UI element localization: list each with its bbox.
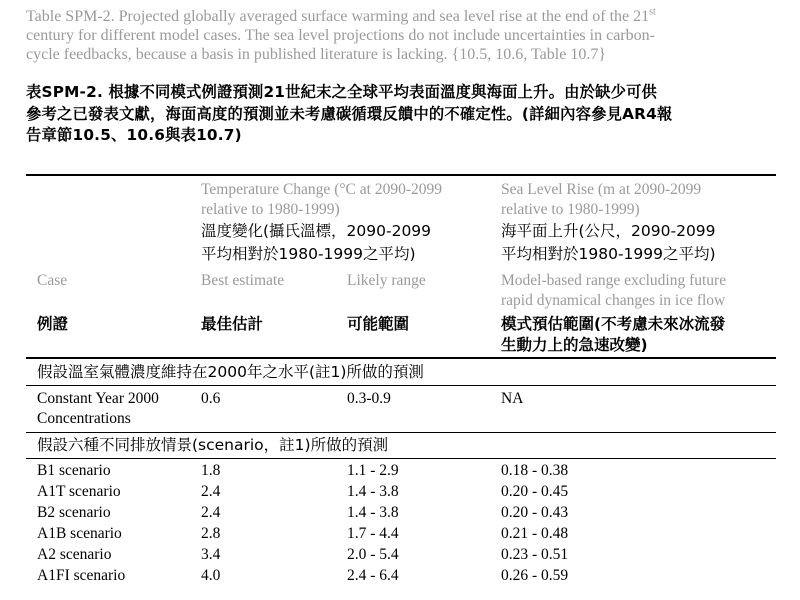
scenario-sea-level: 0.18 - 0.38 bbox=[501, 462, 569, 479]
caption-en-superscript: st bbox=[649, 6, 656, 18]
caption-en-line2: century for different model cases. The sea level projections do not include uncertainties in carbon- bbox=[26, 27, 655, 44]
scenario-sea-level: 0.26 - 0.59 bbox=[501, 567, 569, 584]
header-sealevel-zh-2: 平均相對於1980-1999之平均) bbox=[501, 245, 716, 263]
section1-best-estimate: 0.6 bbox=[201, 390, 221, 407]
header-temperature-en-2: relative to 1980-1999) bbox=[201, 201, 340, 218]
scenario-case: A1B scenario bbox=[37, 525, 122, 542]
caption-chinese bbox=[26, 82, 776, 147]
caption-english bbox=[26, 7, 776, 64]
scenario-likely-range: 1.1 - 2.9 bbox=[347, 462, 399, 479]
caption-en-line3: cycle feedbacks, because a basis in published literature is lacking. {10.5, 10.6, Table 10.7} bbox=[26, 46, 606, 63]
scenario-sea-level: 0.21 - 0.48 bbox=[501, 525, 569, 542]
caption-zh-line2: 參考之已發表文獻，海面高度的預測並未考慮碳循環反饋中的不確定性。(詳細內容參見AR4報 bbox=[26, 104, 673, 123]
scenario-best-estimate: 2.4 bbox=[201, 483, 221, 500]
column-header-model-en-2: rapid dynamical changes in ice flow bbox=[501, 292, 726, 309]
header-temperature-zh-1: 溫度變化(攝氏溫標，2090-2099 bbox=[201, 222, 432, 240]
caption-en-line1: Table SPM-2. Projected globally averaged surface warming and sea level rise at the end of the 21 bbox=[26, 8, 650, 25]
scenario-likely-range: 2.4 - 6.4 bbox=[347, 567, 399, 584]
column-header-likely-en: Likely range bbox=[347, 272, 426, 289]
scenario-likely-range: 1.7 - 4.4 bbox=[347, 525, 399, 542]
section1-case-line1: Constant Year 2000 bbox=[37, 390, 159, 407]
column-header-case-zh: 例證 bbox=[37, 315, 69, 333]
caption-zh-line3: 告章節10.5、10.6與表10.7) bbox=[26, 126, 242, 144]
scenario-best-estimate: 2.4 bbox=[201, 504, 221, 521]
header-temperature-en-1: Temperature Change (°C at 2090-2099 bbox=[201, 181, 442, 198]
scenario-best-estimate: 2.8 bbox=[201, 525, 221, 542]
section2-title-rule bbox=[26, 458, 776, 459]
caption-zh-line1: 表SPM-2. 根據不同模式例證預測21世紀末之全球平均表面溫度與海面上升。由於缺少可供 bbox=[26, 83, 658, 101]
column-header-likely-zh: 可能範圍 bbox=[347, 315, 410, 333]
scenario-likely-range: 1.4 - 3.8 bbox=[347, 483, 399, 500]
section1-title: 假設溫室氣體濃度維持在2000年之水平(註1)所做的預測 bbox=[37, 363, 424, 381]
table-top-rule bbox=[26, 174, 776, 176]
header-sealevel-zh-1: 海平面上升(公尺，2090-2099 bbox=[501, 222, 716, 240]
scenario-sea-level: 0.20 - 0.45 bbox=[501, 483, 569, 500]
column-header-model-en-1: Model-based range excluding future bbox=[501, 272, 727, 289]
scenario-sea-level: 0.23 - 0.51 bbox=[501, 546, 569, 563]
scenario-case: A1T scenario bbox=[37, 483, 121, 500]
section1-case-line2: Concentrations bbox=[37, 410, 131, 427]
scenario-case: B2 scenario bbox=[37, 504, 111, 521]
table-header-rule bbox=[26, 357, 776, 359]
section2-title: 假設六種不同排放情景(scenario，註1)所做的預測 bbox=[37, 436, 389, 454]
header-sealevel-en-2: relative to 1980-1999) bbox=[501, 201, 640, 218]
scenario-case: A1FI scenario bbox=[37, 567, 126, 584]
column-header-model-zh-2: 生動力上的急速改變) bbox=[501, 336, 648, 354]
scenario-likely-range: 1.4 - 3.8 bbox=[347, 504, 399, 521]
column-header-model-zh-1: 模式預估範圍(不考慮未來冰流發 bbox=[501, 315, 726, 333]
header-temperature-zh-2: 平均相對於1980-1999之平均) bbox=[201, 245, 416, 263]
scenario-case: A2 scenario bbox=[37, 546, 112, 563]
column-header-best-zh: 最佳估計 bbox=[201, 315, 264, 333]
section2-top-rule bbox=[26, 432, 776, 433]
scenario-sea-level: 0.20 - 0.43 bbox=[501, 504, 569, 521]
scenario-likely-range: 2.0 - 5.4 bbox=[347, 546, 399, 563]
scenario-case: B1 scenario bbox=[37, 462, 111, 479]
section1-rule bbox=[26, 385, 776, 386]
section1-likely-range: 0.3-0.9 bbox=[347, 390, 391, 407]
column-header-best-en: Best estimate bbox=[201, 272, 285, 289]
scenario-best-estimate: 3.4 bbox=[201, 546, 221, 563]
scenario-best-estimate: 1.8 bbox=[201, 462, 221, 479]
header-sealevel-en-1: Sea Level Rise (m at 2090-2099 bbox=[501, 181, 702, 198]
scenario-best-estimate: 4.0 bbox=[201, 567, 221, 584]
column-header-case-en: Case bbox=[37, 272, 68, 289]
section1-sea-level: NA bbox=[501, 390, 524, 407]
